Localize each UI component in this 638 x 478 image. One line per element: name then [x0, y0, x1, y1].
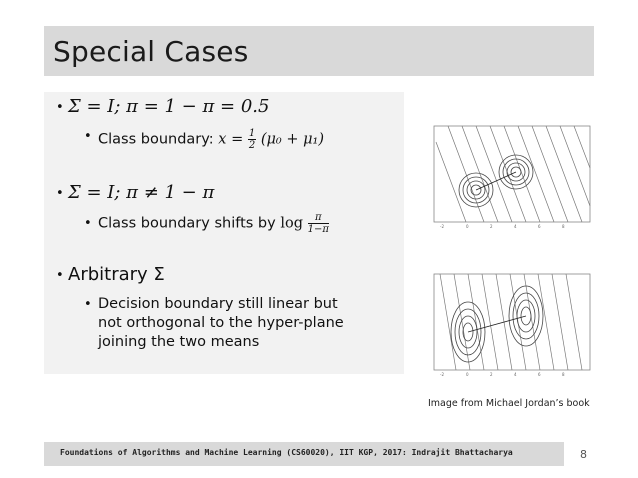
bullet-dot: • — [56, 268, 64, 283]
contour-plot-2 — [426, 270, 596, 382]
svg-text:4: 4 — [514, 224, 517, 229]
svg-text:-2: -2 — [440, 372, 444, 377]
svg-text:0: 0 — [466, 372, 469, 377]
bullet-dot: • — [56, 100, 64, 115]
svg-text:-2: -2 — [440, 224, 444, 229]
bullet-2-main: Σ = 𝐼; 𝜋 ≠ 1 − 𝜋 — [68, 182, 215, 203]
contour-plot-1 — [426, 122, 596, 234]
bullet-3-sub-line-1: Decision boundary still linear but — [98, 296, 338, 312]
bullet-1-fraction — [248, 128, 256, 151]
sub-bullet-dot: • — [84, 129, 92, 144]
footer-bar — [44, 442, 564, 466]
bullet-3-main: Arbitrary Σ — [68, 264, 165, 285]
svg-text:4: 4 — [514, 372, 517, 377]
bullet-1-sub-math-rhs: (μ₀ + μ₁) — [260, 131, 324, 148]
bullet-2-sub — [98, 212, 329, 235]
bullet-2-frac-den: 1−π — [307, 224, 329, 235]
bullet-1-sub — [98, 128, 324, 151]
page-number: 8 — [580, 448, 587, 461]
title-bar — [44, 26, 594, 76]
svg-text:0: 0 — [466, 224, 469, 229]
figure-caption: Image from Michael Jordan’s book — [428, 398, 590, 409]
bullet-3-sub-line-3: joining the two means — [98, 334, 260, 350]
bullet-1-sub-label: Class boundary: — [98, 131, 214, 148]
sub-bullet-dot: • — [84, 297, 92, 312]
bullet-2-frac-num: π — [308, 212, 329, 224]
bullet-3-sub-line-2: not orthogonal to the hyper-plane — [98, 315, 344, 331]
bullet-1-main: Σ = 𝐼; 𝜋 = 1 − 𝜋 = 0.5 — [68, 96, 270, 117]
bullet-2-sub-math-log: log — [280, 215, 303, 232]
bullet-2-sub-label: Class boundary shifts by — [98, 215, 276, 232]
svg-text:6: 6 — [538, 372, 541, 377]
bullet-1-frac-num: 1 — [248, 128, 256, 139]
bullet-dot: • — [56, 186, 64, 201]
bullet-1-frac-den: 2 — [248, 140, 256, 151]
svg-text:2: 2 — [490, 372, 493, 377]
svg-text:8: 8 — [562, 372, 565, 377]
svg-text:8: 8 — [562, 224, 565, 229]
bullet-1-sub-math-lhs: x = — [218, 131, 244, 148]
bullet-2-fraction — [308, 212, 329, 235]
figure-arbitrary-covariance-contours — [426, 270, 596, 382]
sub-bullet-dot: • — [84, 216, 92, 231]
slide-title: Special Cases — [53, 35, 249, 68]
svg-text:2: 2 — [490, 224, 493, 229]
figure-equal-covariance-contours — [426, 122, 596, 234]
footer-text: Foundations of Algorithms and Machine Learning (CS60020), IIT KGP, 2017: Indrajit Bhattacharya — [60, 448, 513, 457]
svg-text:6: 6 — [538, 224, 541, 229]
